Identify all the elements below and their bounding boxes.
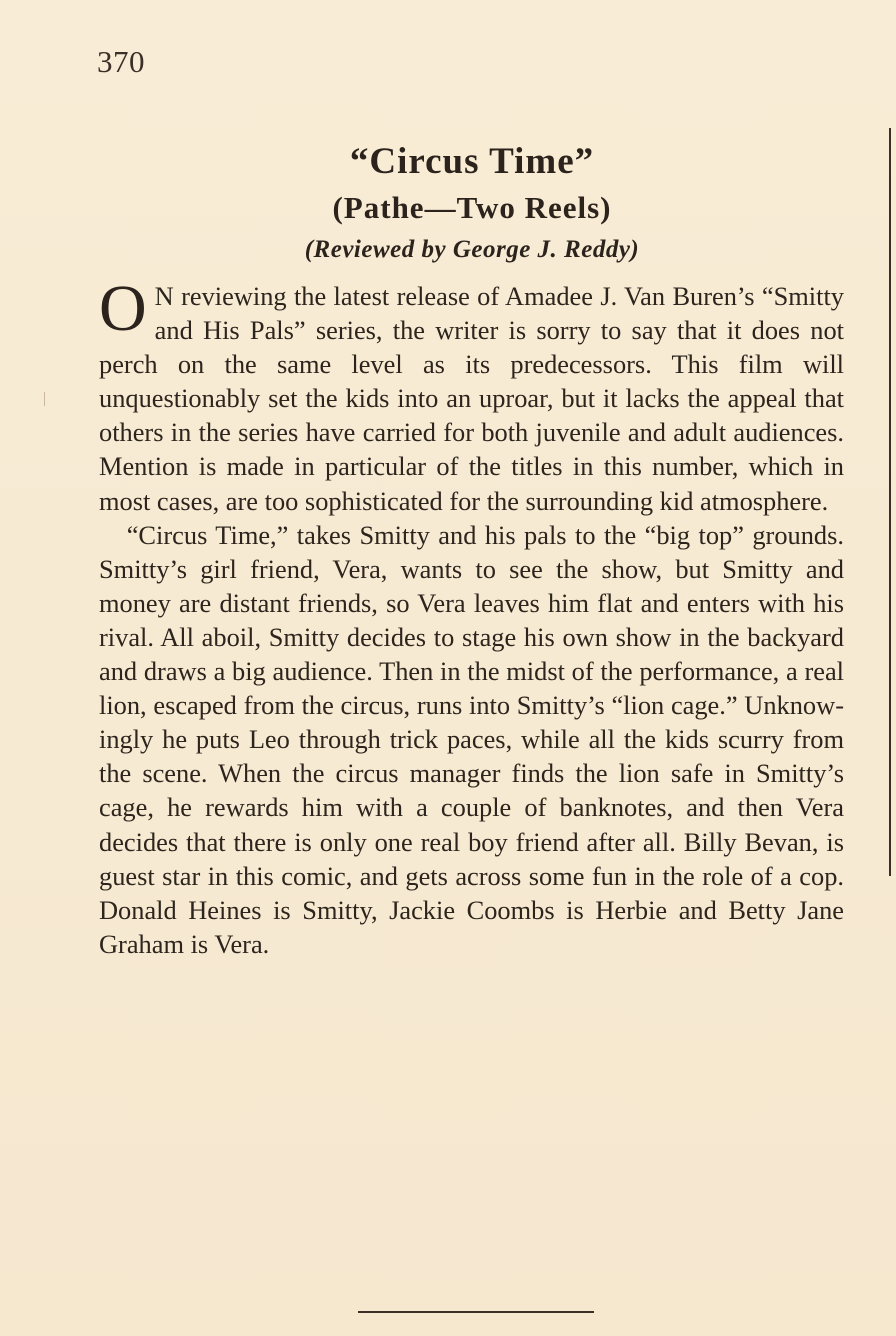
page-number: 370	[97, 44, 145, 79]
review-paragraph-2: “Circus Time,” takes Smitty and his pals to the “big top” grounds. Smitty’s girl friend, Vera, wants to see the show, but Smitty and money are distant friends, so Vera leaves him flat and enters with his rival. All aboil, Smitty decides to stage his own show in the backyard and draws a big audience. Then in the midst of the performance, a real lion, escaped from the circus, runs into Smitty’s “lion cage.” Unknowingly he puts Leo through trick paces, while all the kids scurry from the scene. When the circus manager finds the lion safe in Smitty’s cage, he rewards him with a couple of banknotes, and then Vera decides that there is only one real boy friend after all. Billy Bevan, is guest star in this comic, and gets across some fun in the role of a cop. Donald Heines is Smitty, Jackie Coombs is Herbie and Betty Jane Graham is Vera.	[99, 519, 844, 959]
margin-mark	[44, 392, 45, 406]
review-byline: (Reviewed by George J. Reddy)	[304, 236, 640, 263]
article-end-rule	[358, 1311, 594, 1313]
review-paragraph-1-text: N reviewing the latest release of Amadee J. Van Buren’s “Smitty and His Pals” series, the writer is sorry to say that it does not perch on the same level as its predecessors. This film will unquestionably set the kids into an uproar, but it lacks the appeal that others in the series have carried for both juvenile and adult audiences. Mention is made in particular of the titles in this number, which in most cases, are too sophisticated for the surrounding kid atmosphere.	[99, 281, 844, 516]
review-body	[99, 272, 844, 961]
drop-cap: O	[99, 272, 147, 345]
review-title: “Circus Time”	[349, 141, 595, 182]
review-paragraph-1	[99, 272, 844, 518]
column-divider-rule	[889, 128, 891, 876]
review-subtitle: (Pathe—Two Reels)	[332, 190, 612, 225]
